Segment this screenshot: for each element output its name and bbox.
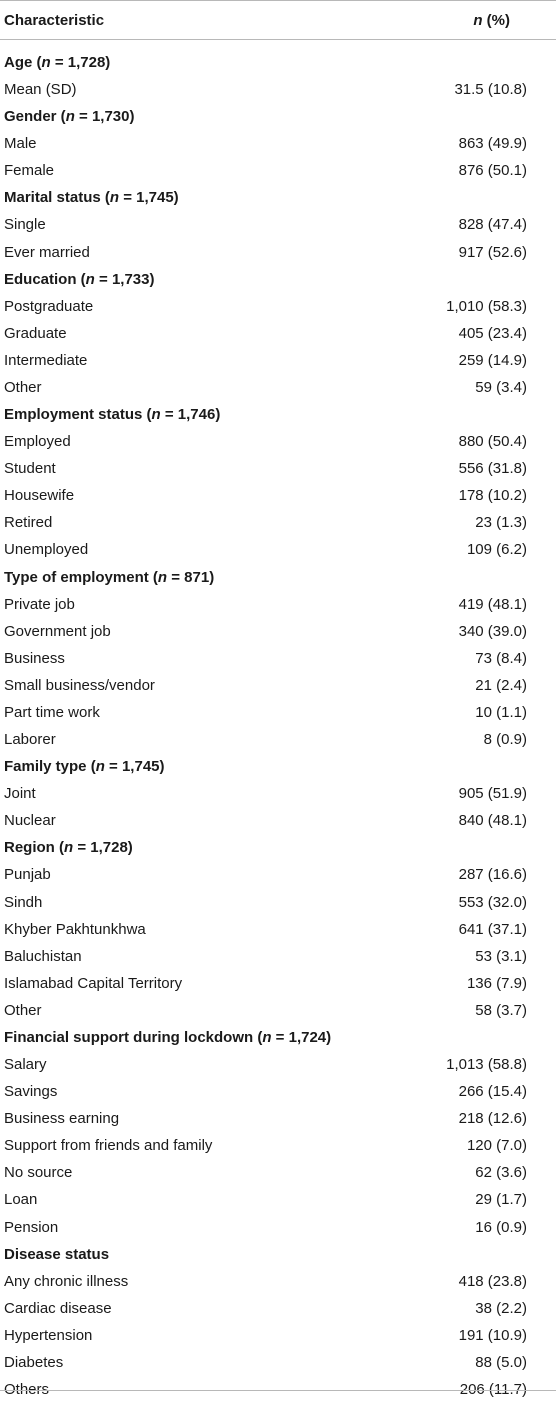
row-label: Loan: [4, 1191, 38, 1208]
table-row: [0, 1083, 556, 1103]
table-row: [0, 433, 556, 453]
section-name: Type of employment (: [4, 569, 158, 586]
row-value: 109 (6.2): [466, 541, 527, 558]
row-label: Student: [4, 460, 56, 477]
row-value: 287 (16.6): [458, 866, 527, 883]
row-label: Small business/vendor: [4, 677, 155, 694]
section-n: n: [65, 108, 75, 125]
row-value: 419 (48.1): [458, 596, 527, 613]
section-count: = 1,745): [119, 189, 179, 206]
table-row: [0, 379, 556, 399]
row-value: 23 (1.3): [475, 514, 527, 531]
row-label: Intermediate: [4, 352, 88, 369]
section-header-row: [0, 839, 556, 859]
row-value: 88 (5.0): [475, 1354, 527, 1371]
section-count: = 1,733): [94, 271, 155, 288]
row-value: 38 (2.2): [475, 1300, 527, 1317]
row-value: 840 (48.1): [458, 812, 527, 829]
header-characteristic: Characteristic: [4, 12, 105, 29]
section-name: Gender (: [4, 108, 66, 125]
row-label: Male: [4, 135, 37, 152]
table-row: [0, 623, 556, 643]
row-value: 21 (2.4): [475, 677, 527, 694]
section-label: [4, 108, 135, 125]
row-label: Retired: [4, 514, 53, 531]
table-row: [0, 1002, 556, 1022]
row-value: 59 (3.4): [475, 379, 527, 396]
row-label: Other: [4, 379, 42, 396]
table-row: [0, 514, 556, 534]
table-row: [0, 298, 556, 318]
row-label: Sindh: [4, 894, 43, 911]
table-row: [0, 1273, 556, 1293]
section-label: [4, 1246, 109, 1263]
row-value: 905 (51.9): [458, 785, 527, 802]
table-row: [0, 1327, 556, 1347]
table-header: [0, 0, 556, 40]
section-n: n: [157, 569, 168, 586]
row-value: 58 (3.7): [475, 1002, 527, 1019]
table-row: [0, 785, 556, 805]
table-row: [0, 1300, 556, 1320]
section-n: n: [41, 54, 51, 71]
header-percent: (%): [482, 12, 510, 29]
table-row: [0, 1219, 556, 1239]
row-label: Cardiac disease: [4, 1300, 112, 1317]
row-value: 1,010 (58.3): [446, 298, 527, 315]
row-label: Any chronic illness: [4, 1273, 129, 1290]
section-count: = 871): [167, 569, 215, 586]
section-count: = 1,724): [271, 1029, 332, 1046]
section-label: [4, 569, 214, 586]
row-value: 917 (52.6): [458, 244, 527, 261]
row-value: 16 (0.9): [475, 1219, 527, 1236]
row-value: 136 (7.9): [466, 975, 527, 992]
section-n: n: [109, 189, 120, 206]
section-name: Marital status (: [4, 189, 110, 206]
row-label: Ever married: [4, 244, 90, 261]
section-header-row: [0, 1246, 556, 1266]
table-row: [0, 135, 556, 155]
row-label: Graduate: [4, 325, 67, 342]
table-row: [0, 812, 556, 832]
row-label: Laborer: [4, 731, 56, 748]
section-label: [4, 1029, 331, 1046]
row-value: 340 (39.0): [458, 623, 527, 640]
row-label: Part time work: [4, 704, 100, 721]
header-n-percent: [473, 12, 510, 29]
section-label: [4, 839, 133, 856]
row-label: Joint: [4, 785, 36, 802]
row-value: 1,013 (58.8): [446, 1056, 527, 1073]
row-label: Other: [4, 1002, 42, 1019]
section-header-row: [0, 406, 556, 426]
row-label: Punjab: [4, 866, 51, 883]
table-row: [0, 704, 556, 724]
table-row: [0, 650, 556, 670]
row-value: 191 (10.9): [458, 1327, 527, 1344]
row-value: 29 (1.7): [475, 1191, 527, 1208]
row-label: Business: [4, 650, 65, 667]
row-value: 73 (8.4): [475, 650, 527, 667]
table-row: [0, 1056, 556, 1076]
row-label: No source: [4, 1164, 73, 1181]
row-label: Postgraduate: [4, 298, 94, 315]
table-row: [0, 352, 556, 372]
row-value: 8 (0.9): [483, 731, 527, 748]
table-row: [0, 866, 556, 886]
section-header-row: [0, 271, 556, 291]
row-label: Housewife: [4, 487, 75, 504]
section-header-row: [0, 1029, 556, 1049]
row-label: Employed: [4, 433, 71, 450]
section-name: Financial support during lockdown (: [4, 1029, 263, 1046]
table-row: [0, 975, 556, 995]
section-name: Age (: [4, 54, 42, 71]
section-count: = 1,728): [50, 54, 111, 71]
row-value: 405 (23.4): [458, 325, 527, 342]
table-row: [0, 460, 556, 480]
row-label: Savings: [4, 1083, 58, 1100]
section-header-row: [0, 54, 556, 74]
row-label: Pension: [4, 1219, 59, 1236]
section-label: [4, 189, 179, 206]
row-value: 62 (3.6): [475, 1164, 527, 1181]
row-value: 206 (11.7): [459, 1381, 527, 1398]
table-row: [0, 731, 556, 751]
row-value: 178 (10.2): [458, 487, 527, 504]
table-row: [0, 81, 556, 101]
row-value: 259 (14.9): [458, 352, 527, 369]
table-row: [0, 596, 556, 616]
row-label: Female: [4, 162, 55, 179]
section-label: [4, 54, 110, 71]
row-label: Others: [4, 1381, 50, 1398]
row-label: Khyber Pakhtunkhwa: [4, 921, 146, 938]
row-value: 10 (1.1): [475, 704, 527, 721]
section-label: [4, 758, 165, 775]
table-row: [0, 1110, 556, 1130]
section-n: n: [262, 1029, 272, 1046]
section-header-row: [0, 108, 556, 128]
row-value: 218 (12.6): [458, 1110, 527, 1127]
table-row: [0, 487, 556, 507]
table-row: [0, 948, 556, 968]
row-value: 120 (7.0): [466, 1137, 527, 1154]
table-row: [0, 162, 556, 182]
row-value: 418 (23.8): [458, 1273, 527, 1290]
row-label: Salary: [4, 1056, 47, 1073]
section-count: = 1,730): [74, 108, 135, 125]
section-count: = 1,746): [160, 406, 221, 423]
row-label: Diabetes: [4, 1354, 64, 1371]
section-name: Education (: [4, 271, 86, 288]
section-n: n: [151, 406, 161, 423]
section-n: n: [64, 839, 74, 856]
row-label: Private job: [4, 596, 75, 613]
section-n: n: [95, 758, 105, 775]
row-label: Islamabad Capital Territory: [4, 975, 183, 992]
row-value: 553 (32.0): [458, 894, 527, 911]
row-label: Nuclear: [4, 812, 56, 829]
table-row: [0, 244, 556, 264]
table-row: [0, 1164, 556, 1184]
row-label: Support from friends and family: [4, 1137, 213, 1154]
row-label: Government job: [4, 623, 111, 640]
row-value: 266 (15.4): [458, 1083, 527, 1100]
row-label: Mean (SD): [4, 81, 77, 98]
row-value: 53 (3.1): [475, 948, 527, 965]
header-n: n: [473, 12, 483, 29]
row-value: 31.5 (10.8): [454, 81, 527, 98]
row-label: Unemployed: [4, 541, 89, 558]
table-row: [0, 921, 556, 941]
section-count: = 1,745): [104, 758, 165, 775]
table-row: [0, 541, 556, 561]
row-label: Hypertension: [4, 1327, 93, 1344]
table-row: [0, 1381, 556, 1401]
section-n: n: [85, 271, 95, 288]
section-count: = 1,728): [73, 839, 133, 856]
table-row: [0, 216, 556, 236]
row-value: 880 (50.4): [458, 433, 527, 450]
section-name: Region (: [4, 839, 64, 856]
section-header-row: [0, 758, 556, 778]
section-name: Family type (: [4, 758, 96, 775]
row-value: 828 (47.4): [458, 216, 527, 233]
section-name: Employment status (: [4, 406, 152, 423]
table-row: [0, 677, 556, 697]
row-value: 556 (31.8): [458, 460, 527, 477]
row-label: Single: [4, 216, 46, 233]
row-value: 863 (49.9): [458, 135, 527, 152]
section-name: Disease status: [4, 1246, 110, 1263]
table-row: [0, 325, 556, 345]
section-label: [4, 406, 220, 423]
row-value: 641 (37.1): [458, 921, 527, 938]
table-row: [0, 894, 556, 914]
row-label: Baluchistan: [4, 948, 82, 965]
table-row: [0, 1137, 556, 1157]
section-header-row: [0, 189, 556, 209]
table-row: [0, 1191, 556, 1211]
table-row: [0, 1354, 556, 1374]
row-value: 876 (50.1): [458, 162, 527, 179]
section-header-row: [0, 569, 556, 589]
section-label: [4, 271, 154, 288]
row-label: Business earning: [4, 1110, 120, 1127]
